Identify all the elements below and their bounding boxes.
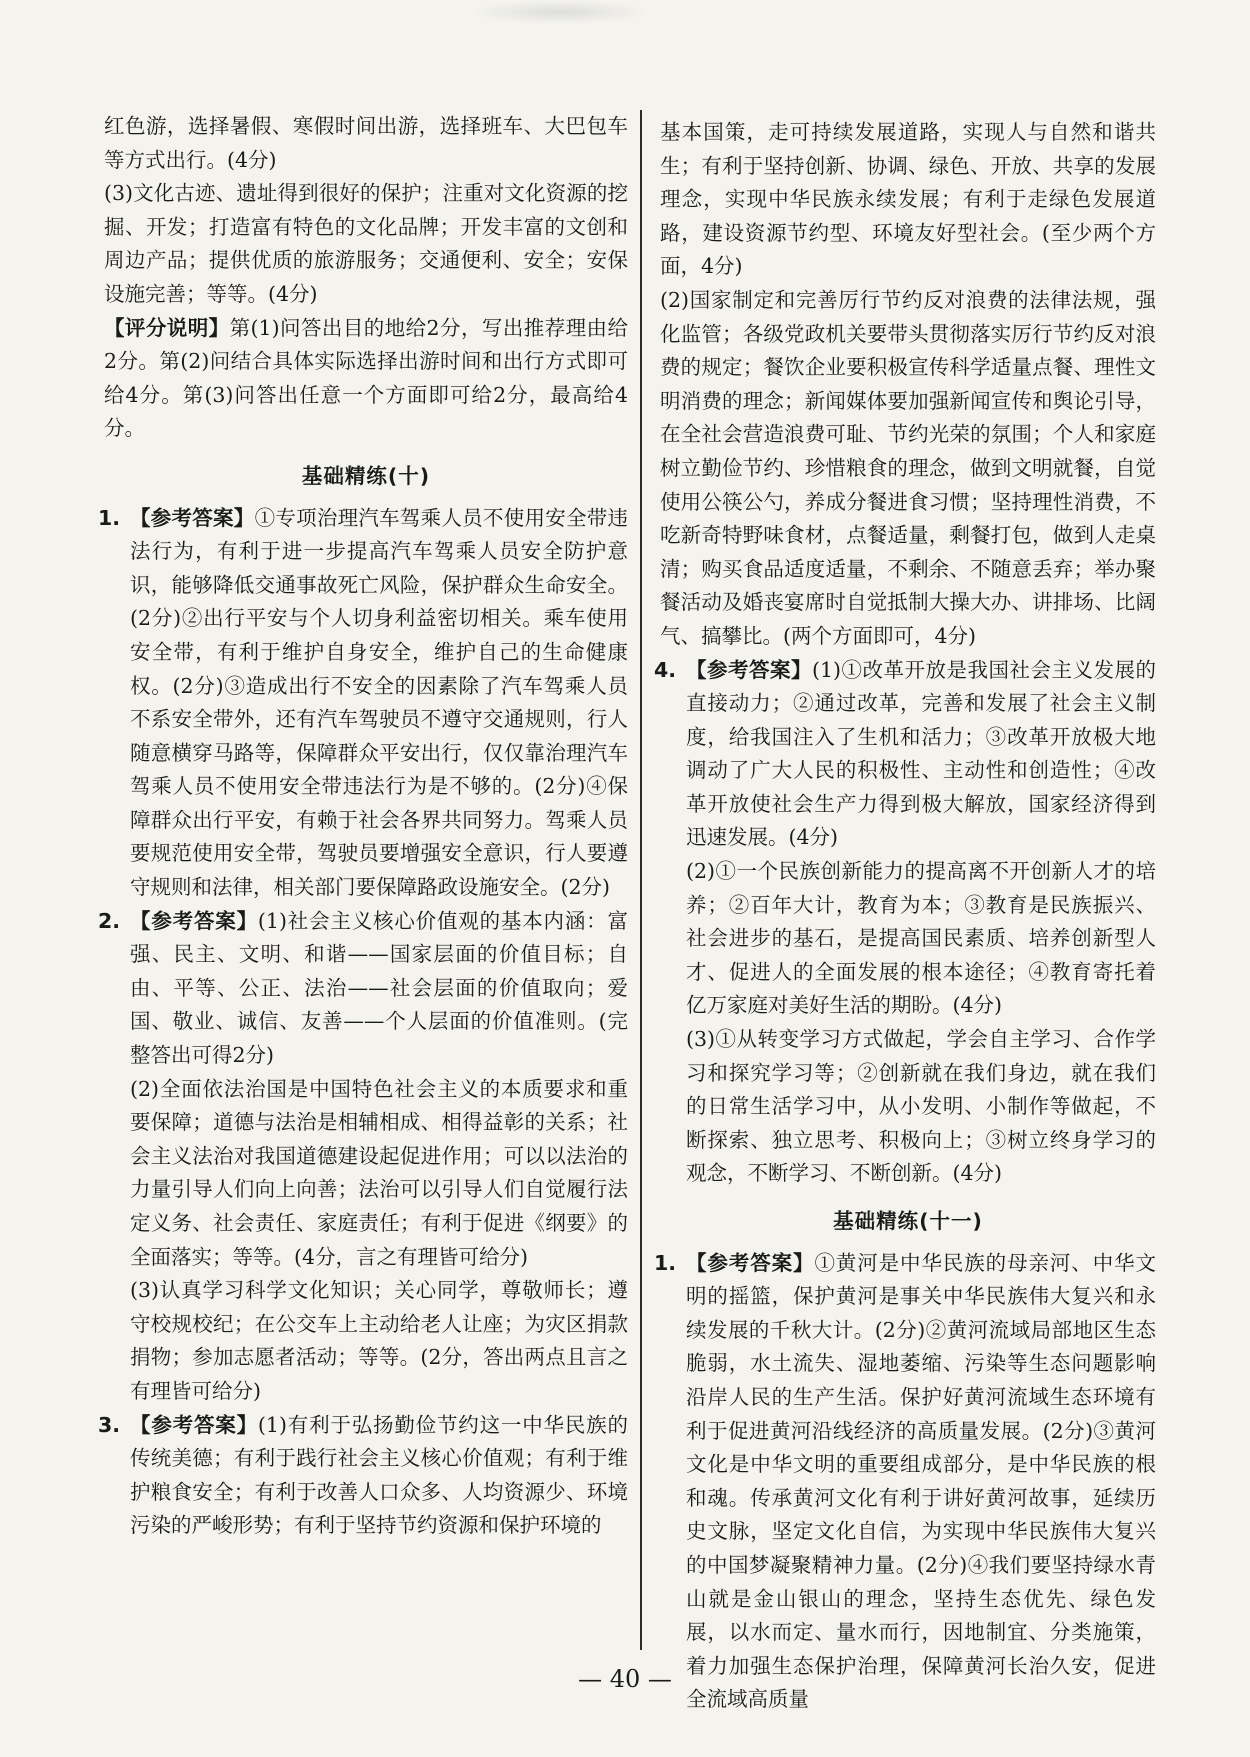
section-title: 基础精练(十) <box>301 463 431 488</box>
answer-paragraph: (2)全面依法治国是中国特色社会主义的本质要求和重要保障；道德与法治是相辅相成、相得益彰的关系；社会主义法治对我国道德建设起促进作用；可以以法治的力量引导人们向上向善；法治可以引导人们自觉履行法定义务、社会责任、家庭责任；有利于促进《纲要》的全面落实；等等。(4分，言之有理皆可给分) <box>130 1076 628 1269</box>
page-number: — 40 — <box>578 1665 672 1693</box>
column-divider <box>640 110 642 1650</box>
left-column <box>98 110 629 1543</box>
answer-tag: 【参考答案】 <box>130 505 255 530</box>
answer-text: (1)社会主义核心价值观的基本内涵：富强、民主、文明、和谐——国家层面的价值目标；自由、平等、公正、法治——社会层面的价值取向；爱国、敬业、诚信、友善——个人层面的价值准则。(完整答出可得2分) <box>130 908 629 1068</box>
answer-text: (1)有利于弘扬勤俭节约这一中华民族的传统美德；有利于践行社会主义核心价值观；有利于维护粮食安全；有利于改善人口众多、人均资源少、环境污染的严峻形势；有利于坚持节约资源和保护环境的 <box>130 1412 629 1538</box>
scan-smudge <box>470 0 650 24</box>
answer-tag: 【参考答案】 <box>130 1412 258 1437</box>
question-item <box>98 1409 629 1543</box>
answer-paragraph: (3)文化古迹、遗址得到很好的保护；注重对文化资源的挖掘、开发；打造富有特色的文化品牌；开发丰富的文创和周边产品；提供优质的旅游服务；交通便利、安全；安保设施完善；等等。(4分) <box>104 181 628 306</box>
answer-paragraph: (3)认真学习科学文化知识；关心同学，尊敬师长；遵守校规校纪；在公交车上主动给老人让座；为灾区捐款捐物；参加志愿者活动；等等。(2分，答出两点且言之有理皆可给分) <box>130 1278 628 1403</box>
answer-text: ①黄河是中华民族的母亲河、中华文明的摇篮，保护黄河是事关中华民族伟大复兴和永续发展的千秋大计。(2分)②黄河流域局部地区生态脆弱，水土流失、湿地萎缩、污染等生态问题影响沿岸人民的生产生活。保护好黄河流域生态环境有利于促进黄河沿线经济的高质量发展。(2分)③黄河文化是中华文明的重要组成部分，是中华民族的根和魂。传承黄河文化有利于讲好黄河故事，延续历史文脉，坚定文化自信，为实现中华民族伟大复兴的中国梦凝聚精神力量。(2分)④我们要坚持绿水青山就是金山银山的理念，坚持生态优先、绿色发展，以水而定、量水而行，因地制宜、分类施策，着力加强生态保护治理，保障黄河长治久安，促进全流域高质量 <box>686 1250 1157 1712</box>
question-number: 1. <box>98 505 121 530</box>
answer-tag: 【参考答案】 <box>686 1250 815 1275</box>
answer-text: ①专项治理汽车驾乘人员不使用安全带违法行为，有利于进一步提高汽车驾乘人员安全防护意识，能够降低交通事故死亡风险，保护群众生命安全。(2分)②出行平安与个人切身利益密切相关。乘车使用安全带，有利于维护自身安全，维护自己的生命健康权。(2分)③造成出行不安全的因素除了汽车驾乘人员不系安全带外，还有汽车驾驶员不遵守交通规则，行人随意横穿马路等，保障群众平安出行，仅仅靠治理汽车驾乘人员不使用安全带违法行为是不够的。(2分)④保障群众出行平安，有赖于社会各界共同努力。驾乘人员要规范使用安全带，驾驶员要增强安全意识，行人要遵守规则和法律，相关部门要保障路政设施安全。(2分) <box>130 505 629 900</box>
answer-tag: 【参考答案】 <box>130 908 258 933</box>
question-item <box>98 502 629 905</box>
question-item <box>98 905 629 1073</box>
answer-tag: 【参考答案】 <box>686 657 812 682</box>
question-number: 3. <box>98 1412 121 1437</box>
question-item <box>654 654 1157 856</box>
answer-text: (1)①改革开放是我国社会主义发展的直接动力；②通过改革，完善和发展了社会主义制度，给我国注入了生机和活力；③改革开放极大地调动了广大人民的积极性、主动性和创造性；④改革开放使社会生产力得到极大解放，国家经济得到迅速发展。(4分) <box>686 657 1157 850</box>
question-number: 2. <box>98 908 121 933</box>
scoring-note <box>104 312 628 446</box>
question-number: 4. <box>654 657 677 682</box>
scoring-note-text: 第(1)问答出目的地给2分，写出推荐理由给2分。第(2)问结合具体实际选择出游时间和出行方式即可给4分。第(3)问答出任意一个方面即可给2分，最高给4分。 <box>104 315 628 441</box>
answer-paragraph: (2)国家制定和完善厉行节约反对浪费的法律法规，强化监管；各级党政机关要带头贯彻落实厉行节约反对浪费的规定；餐饮企业要积极宣传科学适量点餐、理性文明消费的理念；新闻媒体要加强新闻宣传和舆论引导，在全社会营造浪费可耻、节约光荣的氛围；个人和家庭树立勤俭节约、珍惜粮食的理念，做到文明就餐，自觉使用公筷公勺，养成分餐进食习惯；坚持理性消费，不吃新奇特野味食材，点餐适量，剩餐打包，做到人走桌清；购买食品适度适量，不剩余、不随意丢弃；举办聚餐活动及婚丧宴席时自觉抵制大操大办、讲排场、比阔气、搞攀比。(两个方面即可，4分) <box>660 287 1156 648</box>
answer-paragraph: 红色游，选择暑假、寒假时间出游，选择班车、大巴包车等方式出行。(4分) <box>104 114 628 172</box>
section-title: 基础精练(十一) <box>833 1209 983 1233</box>
right-column <box>654 116 1157 1717</box>
question-item <box>654 1247 1157 1717</box>
answer-paragraph: 基本国策，走可持续发展道路，实现人与自然和谐共生；有利于坚持创新、协调、绿色、开放、共享的发展理念，实现中华民族永续发展；有利于走绿色发展道路，建设资源节约型、环境友好型社会。(至少两个方面，4分) <box>660 120 1156 279</box>
scoring-note-tag: 【评分说明】 <box>104 315 230 340</box>
answer-paragraph: (2)①一个民族创新能力的提高离不开创新人才的培养；②百年大计，教育为本；③教育是民族振兴、社会进步的基石，是提高国民素质、培养创新型人才、促进人的全面发展的根本途径；④教育寄托着亿万家庭对美好生活的期盼。(4分) <box>686 859 1156 1018</box>
answer-paragraph: (3)①从转变学习方式做起，学会自主学习、合作学习和探究学习等；②创新就在我们身边，就在我们的日常生活学习中，从小发明、小制作等做起，不断探索、独立思考、积极向上；③树立终身学习的观念，不断学习、不断创新。(4分) <box>686 1027 1156 1186</box>
question-number: 1. <box>654 1250 677 1275</box>
